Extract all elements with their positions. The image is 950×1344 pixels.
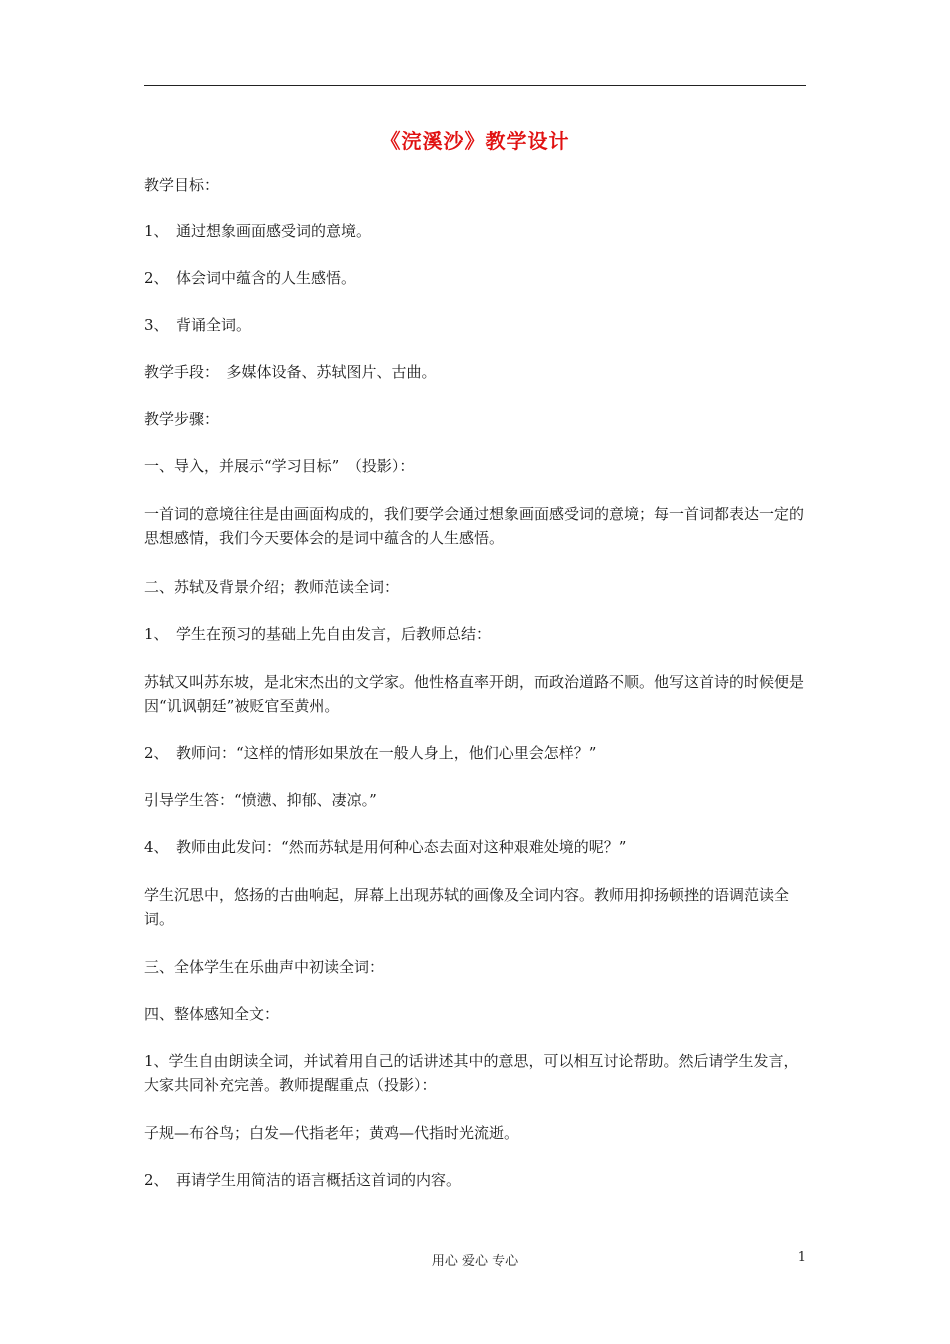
paragraph: 苏轼又叫苏东坡，是北宋杰出的文学家。他性格直率开朗，而政治道路不顺。他写这首诗的时候便是因“讥讽朝廷”被贬官至黄州。 [144,673,805,715]
paragraph: 学生沉思中，悠扬的古曲响起，屏幕上出现苏轼的画像及全词内容。教师用抑扬顿挫的语调范读全词。 [144,886,790,928]
paragraph: 3、 背诵全词。 [144,316,252,334]
footer-motto: 用心 爱心 专心 [431,1254,519,1269]
paragraph: 2、 再请学生用简洁的语言概括这首词的内容。 [144,1171,462,1189]
paragraph: 1、 学生在预习的基础上先自由发言，后教师总结： [144,625,492,643]
paragraph: 教学目标： [144,176,220,194]
paragraph: 1、学生自由朗读全词，并试着用自己的话讲述其中的意思，可以相互讨论帮助。然后请学生发言，大家共同补充完善。教师提醒重点（投影）： [144,1052,799,1094]
paragraph: 引导学生答：“愤懑、抑郁、凄凉。” [144,791,377,809]
document-title: 《浣溪沙》教学设计 [380,129,570,153]
paragraph: 一首词的意境往往是由画面构成的，我们要学会通过想象画面感受词的意境；每一首词都表达一定的思想感情，我们今天要体会的是词中蕴含的人生感悟。 [144,505,805,547]
paragraph: 子规—布谷鸟；白发—代指老年；黄鸡—代指时光流逝。 [144,1124,520,1142]
paragraph: 教学手段： 多媒体设备、苏轼图片、古曲。 [144,363,437,381]
paragraph: 2、 体会词中蕴含的人生感悟。 [144,269,357,287]
page-number: 1 [797,1250,806,1265]
paragraph: 三、全体学生在乐曲声中初读全词： [144,958,385,976]
paragraph: 2、 教师问：“这样的情形如果放在一般人身上，他们心里会怎样？” [144,744,597,762]
paragraph: 四、整体感知全文： [144,1005,280,1023]
paragraph: 教学步骤： [144,410,220,428]
header-rule [144,85,806,86]
paragraph: 1、 通过想象画面感受词的意境。 [144,222,372,240]
paragraph: 4、 教师由此发问：“然而苏轼是用何种心态去面对这种艰难处境的呢？” [144,838,627,856]
paragraph: 二、苏轼及背景介绍；教师范读全词： [144,578,400,596]
paragraph: 一、导入，并展示“学习目标” （投影）： [144,457,415,475]
